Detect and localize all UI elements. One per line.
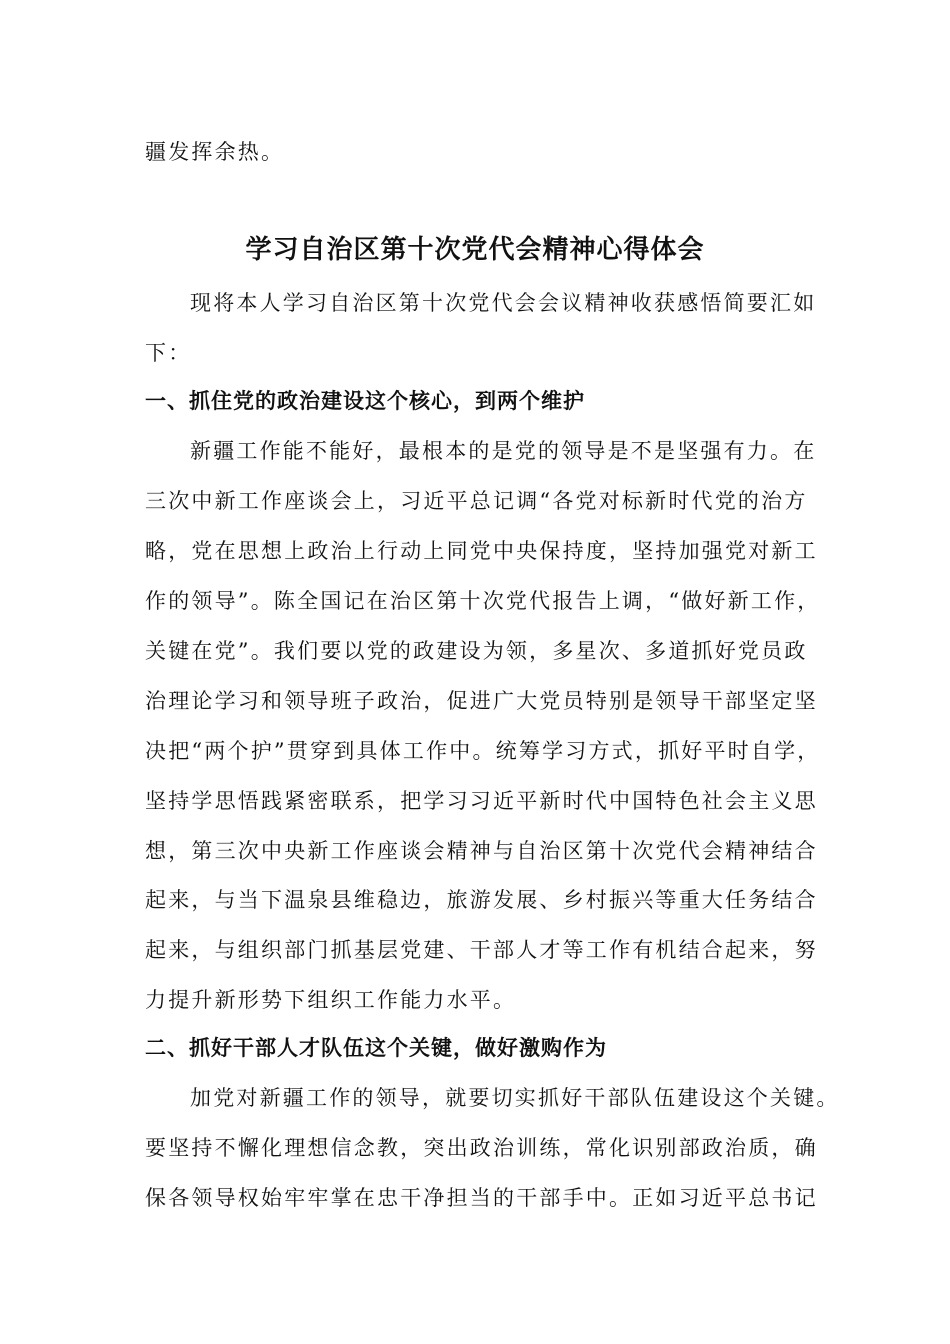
document-title: 学习自治区第十次党代会精神心得体会	[245, 235, 705, 265]
section1-line: 坚持学思悟践紧密联系，把学习习近平新时代中国特色社会主义思	[145, 789, 818, 813]
section2-line: 加党对新疆工作的领导，就要切实抓好干部队伍建设这个关键。	[190, 1086, 840, 1110]
section1-line: 力提升新形势下组织工作能力水平。	[145, 988, 517, 1012]
section-heading-1: 一、抓住党的政治建设这个核心，到两个维护	[145, 388, 585, 413]
section1-line: 三次中新工作座谈会上，习近平总记调“各党对标新时代党的治方	[145, 489, 808, 513]
section1-line: 起来，与组织部门抓基层党建、干部人才等工作有机结合起来，努	[145, 938, 818, 962]
section1-line: 想，第三次中央新工作座谈会精神与自治区第十次党代会精神结合	[145, 839, 818, 863]
section1-line: 决把“两个护”贯穿到具体工作中。统筹学习方式，抓好平时自学，	[145, 739, 821, 763]
section1-line: 治理论学习和领导班子政治，促进广大党员特别是领导干部坚定坚	[145, 689, 818, 713]
section1-line: 作的领导”。陈全国记在治区第十次党代报告上调，“做好新工作，	[145, 589, 821, 613]
section1-line: 起来，与当下温泉县维稳边，旅游发展、乡村振兴等重大任务结合	[145, 888, 818, 912]
section2-line: 要坚持不懈化理想信念教，突出政治训练，常化识别部政治质，确	[145, 1136, 818, 1160]
section1-line: 关键在党”。我们要以党的政建设为领，多星次、多道抓好党员政	[145, 639, 808, 663]
section1-line: 略，党在思想上政治上行动上同党中央保持度，坚持加强党对新工	[145, 539, 818, 563]
paragraph-fragment: 疆发挥余热。	[145, 140, 285, 164]
section-heading-2: 二、抓好干部人才队伍这个关键，做好激购作为	[145, 1035, 607, 1060]
section2-line: 保各领导权始牢牢掌在忠干净担当的干部手中。正如习近平总书记	[145, 1186, 818, 1210]
intro-line-2: 下：	[145, 341, 192, 365]
section1-line: 新疆工作能不能好，最根本的是党的领导是不是坚强有力。在	[190, 439, 817, 463]
intro-line-1: 现将本人学习自治区第十次党代会会议精神收获感悟简要汇如	[190, 291, 817, 315]
